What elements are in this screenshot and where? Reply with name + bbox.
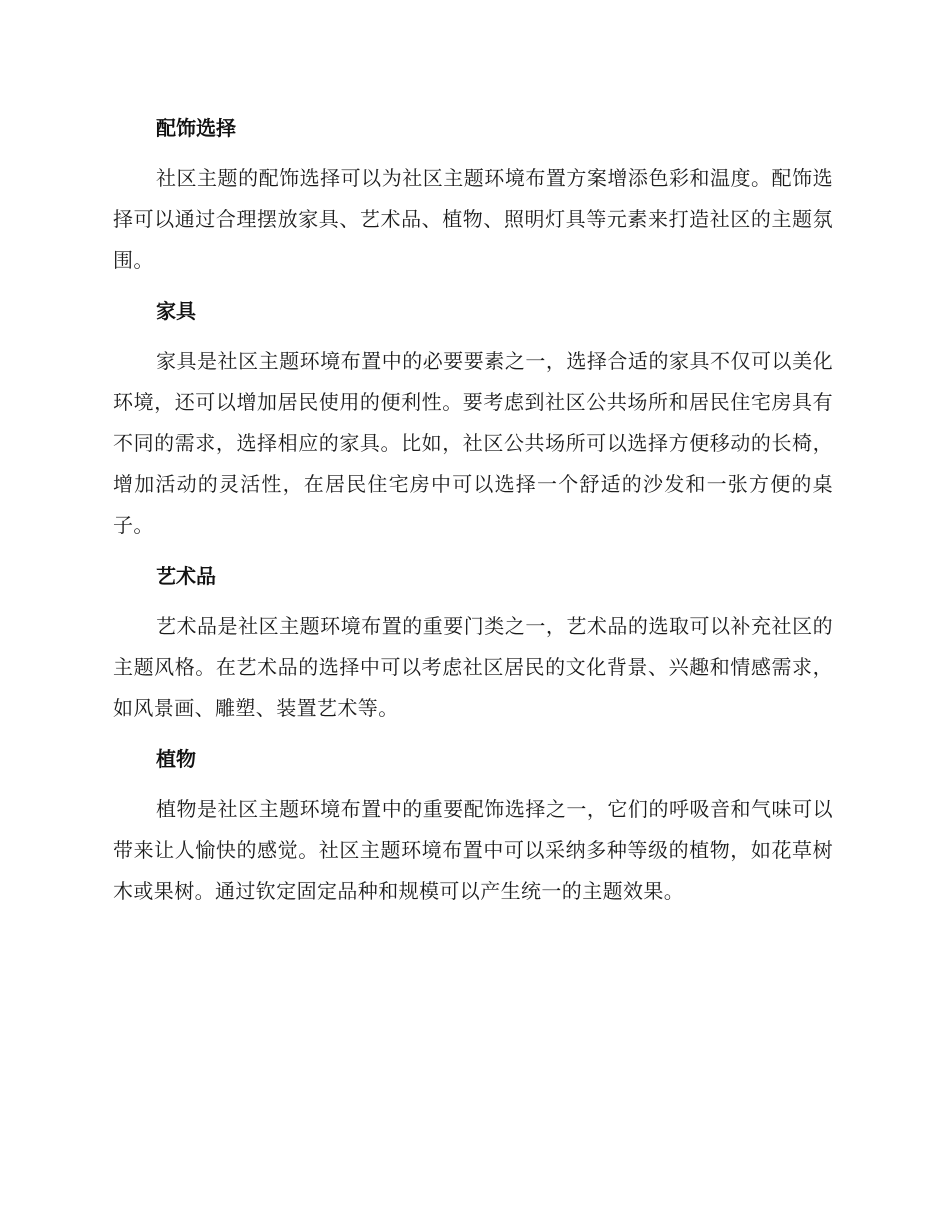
section-heading: 植物 [156,747,196,771]
section-accessories [113,110,833,281]
section-heading: 艺术品 [156,564,216,588]
section-paragraph: 植物是社区主题环境布置中的重要配饰选择之一，它们的呼吸音和气味可以带来让人愉快的感觉。社区主题环境布置中可以采纳多种等级的植物，如花草树木或果树。通过钦定固定品种和规模可以产生统一的主题效果。 [113,797,833,903]
section-plants [113,741,833,912]
section-artwork [113,558,833,729]
section-paragraph: 社区主题的配饰选择可以为社区主题环境布置方案增添色彩和温度。配饰选择可以通过合理摆放家具、艺术品、植物、照明灯具等元素来打造社区的主题氛围。 [113,166,833,272]
section-paragraph: 艺术品是社区主题环境布置的重要门类之一，艺术品的选取可以补充社区的主题风格。在艺术品的选择中可以考虑社区居民的文化背景、兴趣和情感需求，如风景画、雕塑、装置艺术等。 [113,614,833,720]
section-furniture [113,293,833,546]
section-heading: 家具 [156,299,196,323]
section-paragraph: 家具是社区主题环境布置中的必要要素之一，选择合适的家具不仅可以美化环境，还可以增加居民使用的便利性。要考虑到社区公共场所和居民住宅房具有不同的需求，选择相应的家具。比如，社区公共场所可以选择方便移动的长椅，增加活动的灵活性，在居民住宅房中可以选择一个舒适的沙发和一张方便的桌子。 [113,349,833,537]
document-body [113,110,833,924]
section-heading: 配饰选择 [156,116,236,140]
